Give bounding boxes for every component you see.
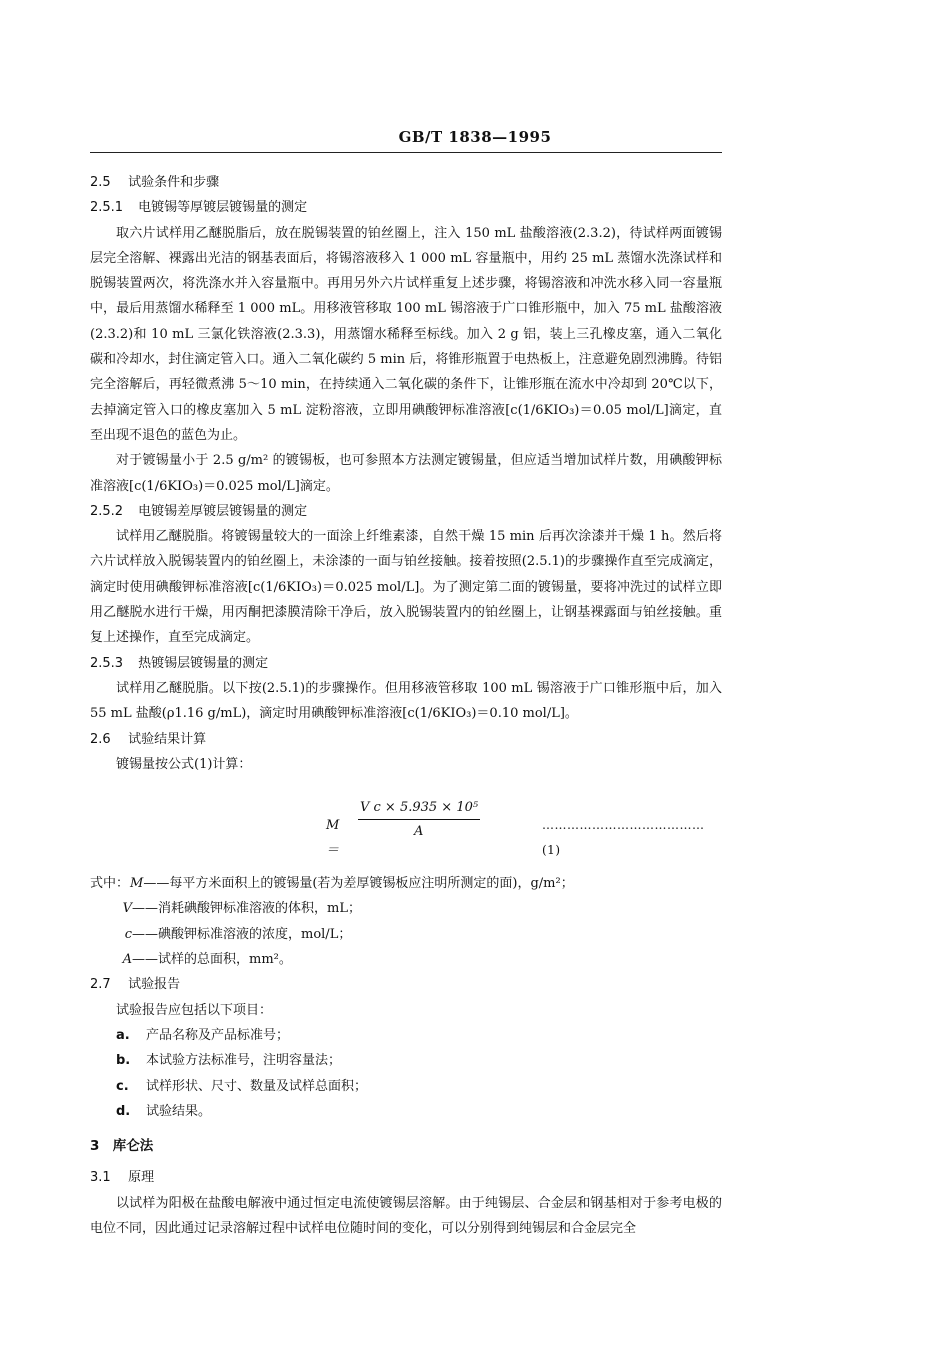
definition-symbol: A	[122, 952, 132, 968]
definitions-prefix: 式中：	[90, 876, 130, 892]
section-heading-2-7	[90, 972, 722, 997]
list-item-text: 试验结果。	[146, 1103, 212, 1119]
formula-1	[90, 795, 722, 859]
formula-numerator: V c × 5.935 × 10⁵	[360, 800, 479, 816]
section-title: 电镀锡差厚镀层镀锡量的测定	[138, 503, 308, 519]
section-title: 电镀锡等厚镀层镀锡量的测定	[138, 200, 308, 216]
definition-row	[90, 947, 722, 972]
section-number: 2.5	[90, 175, 111, 190]
section-title: 热镀锡层镀锡量的测定	[138, 655, 269, 671]
definition-text: ——消耗碘酸钾标准溶液的体积，mL；	[132, 901, 361, 917]
variable-definitions	[90, 871, 722, 972]
paragraph: 试样用乙醚脱脂。以下按(2.5.1)的步骤操作。但用移液管移取 100 mL 锡溶液于广口锥形瓶中后，加入 55 mL 盐酸(ρ1.16 g/mL)，滴定时用碘酸钾标准溶液[c(1/6KIO₃)＝0.10 mol/L]。	[90, 680, 722, 722]
formula-denominator: A	[414, 824, 424, 840]
list-item-label: b.	[116, 1053, 131, 1069]
formula-lhs: M ＝	[326, 818, 340, 859]
section-title: 试验报告	[128, 977, 181, 993]
report-intro: 试验报告应包括以下项目：	[116, 1002, 273, 1018]
section-number: 2.6	[90, 731, 111, 747]
list-item-label: a.	[116, 1027, 130, 1043]
list-item-label: c.	[116, 1078, 129, 1094]
definition-symbol: V	[122, 901, 132, 917]
definition-row	[90, 896, 722, 921]
definition-text: ——每平方米面积上的镀锡量(若为差厚镀锡板应注明所测定的面)，g/m²；	[143, 876, 574, 892]
list-item-label: d.	[116, 1103, 131, 1119]
section-heading-2-5-3	[90, 651, 722, 676]
section-title: 原理	[128, 1170, 155, 1186]
section-heading-3-1	[90, 1165, 722, 1190]
report-items-list	[90, 1023, 722, 1124]
header-rule	[90, 152, 722, 153]
section-number: 2.7	[90, 977, 111, 993]
section-heading-2-5	[90, 170, 722, 195]
paragraph: 对于镀锡量小于 2.5 g/m² 的镀锡板，也可参照本方法测定镀锡量，但应适当增加试样片数，用碘酸钾标准溶液[c(1/6KIO₃)＝0.025 mol/L]滴定。	[90, 453, 722, 494]
list-item	[90, 1074, 722, 1099]
section-heading-2-5-1	[90, 195, 722, 220]
list-item-text: 试样形状、尺寸、数量及试样总面积；	[146, 1078, 368, 1094]
formula-intro: 镀锡量按公式(1)计算：	[116, 756, 252, 772]
list-item	[90, 1023, 722, 1048]
paragraph: 以试样为阳极在盐酸电解液中通过恒定电流使镀锡层溶解。由于纯锡层、合金层和钢基相对于参考电极的电位不同，因此通过记录溶解过程中试样电位随时间的变化，可以分别得到纯锡层和合金层完全	[90, 1195, 722, 1236]
standard-number-header: GB/T 1838—1995	[398, 128, 552, 146]
definition-row	[90, 922, 722, 947]
definition-text: ——试样的总面积，mm²。	[132, 952, 292, 968]
section-number: 2.5.2	[90, 503, 124, 519]
section-number: 2.5.3	[90, 655, 124, 671]
list-item-text: 产品名称及产品标准号；	[146, 1027, 290, 1043]
paragraph: 试样用乙醚脱脂。将镀锡量较大的一面涂上纤维素漆，自然干燥 15 min 后再次涂漆并干燥 1 h。然后将六片试样放入脱锡装置内的铂丝圈上，未涂漆的一面与铂丝接触。接着按照(2.5.1)的步骤操作直至完成滴定，滴定时使用碘酸钾标准溶液[c(1/6KIO₃)＝0.025 mol/L]。为了测定第二面的镀锡量，要将冲洗过的试样立即用乙醚脱水进行干燥，用丙酮把漆膜清除干净后，放入脱锡装置内的铂丝圈上，让钢基裸露面与铂丝接触。重复上述操作，直至完成滴定。	[90, 529, 722, 646]
list-item-text: 本试验方法标准号，注明容量法；	[146, 1053, 342, 1069]
section-number: 3.1	[90, 1170, 111, 1186]
section-number: 3	[90, 1138, 100, 1155]
definition-text: ——碘酸钾标准溶液的浓度，mol/L；	[132, 926, 352, 942]
section-title: 库仑法	[112, 1138, 154, 1155]
section-title: 试验条件和步骤	[128, 175, 220, 190]
document-body	[90, 170, 722, 1241]
section-heading-2-5-2	[90, 499, 722, 524]
section-heading-3	[90, 1134, 722, 1159]
definition-symbol: M	[130, 876, 144, 892]
definition-symbol: c	[124, 926, 132, 942]
equation-number: …………………………………(1)	[542, 818, 705, 858]
definition-row	[90, 871, 722, 896]
section-number: 2.5.1	[90, 200, 124, 216]
list-item	[90, 1048, 722, 1073]
paragraph: 取六片试样用乙醚脱脂后，放在脱锡装置的铂丝圈上，注入 150 mL 盐酸溶液(2.3.2)，待试样两面镀锡层完全溶解、裸露出光洁的钢基表面后，将锡溶液移入 1 000 mL 容量瓶中，用约 25 mL 蒸馏水洗涤试样和脱锡装置两次，将洗涤水并入容量瓶中。再用另外六片试样重复上述步骤，将锡溶液和冲洗水移入同一容量瓶中，最后用蒸馏水稀释至 1 000 mL。用移液管移取 100 mL 锡溶液于广口锥形瓶中，加入 75 mL 盐酸溶液(2.3.2)和 10 mL 三氯化铁溶液(2.3.3)，用蒸馏水稀释至标线。加入 2 g 铝，装上三孔橡皮塞，通入二氧化碳和冷却水，封住滴定管入口。通入二氧化碳约 5 min 后，将锥形瓶置于电热板上，注意避免剧烈沸腾。待铝完全溶解后，再轻微煮沸 5～10 min，在持续通入二氧化碳的条件下，让锥形瓶在流水中冷却到 20℃以下，去掉滴定管入口的橡皮塞加入 5 mL 淀粉溶液，立即用碘酸钾标准溶液[c(1/6KIO₃)＝0.05 mol/L]滴定，直至出现不退色的蓝色为止。	[90, 225, 722, 443]
section-heading-2-6	[90, 727, 722, 752]
section-title: 试验结果计算	[128, 731, 207, 747]
list-item	[90, 1099, 722, 1124]
